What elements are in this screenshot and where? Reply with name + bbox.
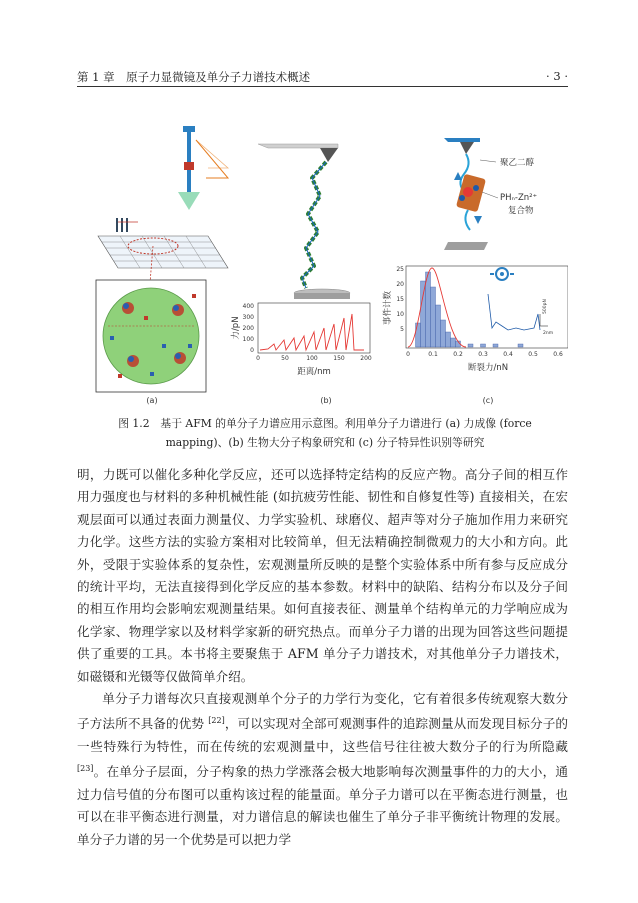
running-header [77,66,568,87]
histogram-bar [416,323,421,347]
histogram-bar [518,344,523,347]
paragraph-2 [77,688,568,851]
histogram-bar [421,281,426,347]
panel-label-b: (b) [320,396,332,405]
b-xtick-200: 200 [360,355,372,362]
c-ytick-20: 20 [396,281,404,288]
paragraph-2-part-a: 单分子力谱每次只直接观测单个分子的力学行为变化，它有着很多传统观察大数分子方法所不具备的优势 [77,691,568,732]
c-xtick-0.5: 0.5 [528,351,538,358]
histogram-bar [441,320,446,347]
paragraph-1: 明，力既可以催化多种化学反应，还可以选择特定结构的反应产物。高分子间的相互作用力强度也与材料的多种机械性能 (如抗疲劳性能、韧性和自修复性等) 直接相关，在宏观层面可以通过表面力测量仪、力学实验机、球磨仪、超声等对分子施加作用力来研究力化学。这些方法的实验方案相对比较简单，但无法精确控制微观力的大小和方向。此外，受限于实验体系的复杂性，宏观测量所反映的是整个实验体系中所有参与反应成分的统计平均，无法直接得到化学反应的基本参数。材料中的缺陷、结构分布以及分子间的相互作用均会影响宏观测量结果。如何直接表征、测量单个结构单元的力学响应成为化学家、物理学家以及材料学家新的研究热点。而单分子力谱的出现为回答这些问题提供了重要的工具。本书将主要聚焦于 AFM 单分子力谱技术，对其他单分子力谱技术，如磁镊和光镊等仅做简单介绍。 [77,467,568,684]
c-inset-scale-force: 500pN [543,299,548,314]
c-xtick-0.2: 0.2 [453,351,463,358]
panel-c-illustration [444,138,537,250]
panel-b-force-plot [230,303,372,377]
c-xtick-0.6: 0.6 [553,351,563,358]
histogram-bar [446,332,451,347]
c-inset [488,268,553,336]
b-ylabel: 力/pN [231,316,241,340]
panel-a-illustration [96,126,228,392]
b-ytick-0: 0 [250,347,254,354]
panel-label-c: (c) [482,396,494,405]
b-xtick-0: 0 [256,355,260,362]
page-number: · 3 · [546,69,568,83]
body-text [77,464,568,851]
histogram-bar [431,287,436,347]
c-label-peg: 聚乙二醇 [500,158,535,168]
paragraph-2-part-b: ，可以实现对全部可观测事件的追踪测量从而发现目标分子的一些特殊行为特性，而在传统的宏观测量中，这些信号往往被大数分子的行为所隐藏 [77,716,568,755]
b-ytick-300: 300 [242,314,254,321]
b-force-curve [260,314,364,350]
b-ytick-200: 200 [242,325,254,332]
c-inset-scale-distance: 2nm [543,331,554,336]
chapter-title: 第 1 章 原子力显微镜及单分子力谱技术概述 [77,70,311,84]
c-xtick-0.4: 0.4 [503,351,513,358]
b-xtick-50: 50 [281,355,289,362]
c-label-complex-1: PHₙ-Zn²⁺ [500,193,538,203]
histogram-bar [426,272,431,347]
c-ytick-25: 25 [396,266,404,273]
b-xtick-100: 100 [306,355,318,362]
c-ytick-5: 5 [400,326,404,333]
figure-graphic [88,118,568,408]
panel-b-illustration [258,144,350,299]
panel-label-a: (a) [146,396,158,405]
c-xtick-0.1: 0.1 [428,351,438,358]
histogram-bars [416,272,524,347]
paragraph-2-part-c: 。在单分子层面，分子构象的热力学涨落会极大地影响每次测量事件的力的大小，通过力信号值的分布图可以重构该过程的能量面。单分子力谱可以在平衡态进行测量，也可以在非平衡态进行测量，对力谱信息的解读也催生了单分子非平衡统计物理的发展。单分子力谱的另一个优势是可以把力学 [77,764,568,847]
c-xtick-0: 0 [406,351,410,358]
citation-22: [22] [208,716,225,726]
histogram-bar [451,338,456,347]
b-xlabel: 距离/nm [297,367,331,377]
c-xtick-0.3: 0.3 [478,351,488,358]
c-label-complex-2: 复合物 [508,206,534,216]
c-xlabel: 断裂力/nN [467,363,509,373]
figure-caption [90,414,560,452]
histogram-bar [493,344,498,347]
caption-line-2: mapping)、(b) 生物大分子构象研究和 (c) 分子特异性识别等研究 [165,436,485,449]
histogram-bar [481,344,486,347]
c-ylabel: 事件计数 [383,290,393,326]
histogram-bar [468,344,473,347]
figure-1-2 [88,118,568,408]
b-ytick-100: 100 [242,336,254,343]
panel-c-histogram [382,266,568,373]
c-ytick-15: 15 [396,296,404,303]
citation-23: [23] [77,764,94,774]
b-xtick-150: 150 [333,355,345,362]
caption-line-1: 图 1.2 基于 AFM 的单分子力谱应用示意图。利用单分子力谱进行 (a) 力成像 (force [118,417,532,430]
c-ytick-10: 10 [396,311,404,318]
histogram-bar [436,305,441,347]
b-ytick-400: 400 [242,303,254,310]
